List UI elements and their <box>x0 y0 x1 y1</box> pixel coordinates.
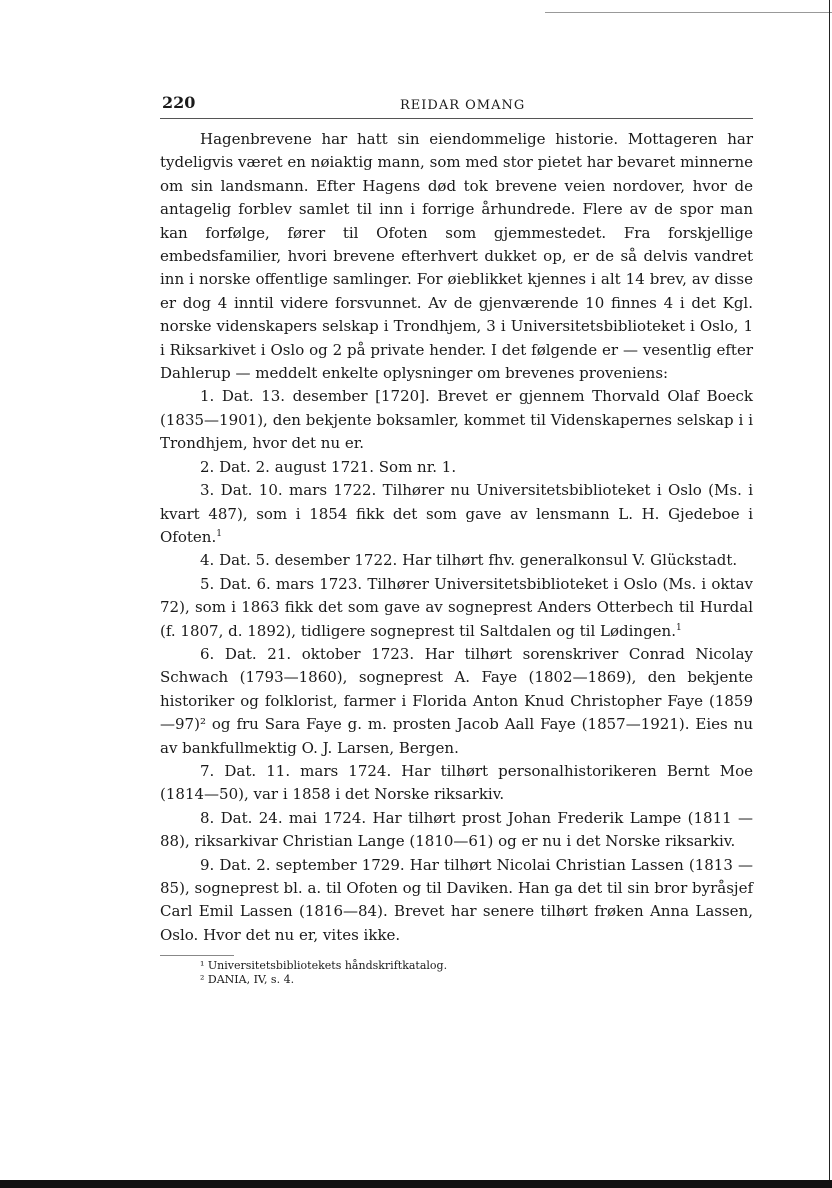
scan-right-edge <box>829 0 830 1188</box>
footnote-rule <box>160 955 234 956</box>
book-page <box>160 90 753 987</box>
footnote-2: ² DANIA, IV, s. 4. <box>200 973 295 987</box>
entry-8: 8. Dat. 24. mai 1724. Har tilhørt prost Johan Frederik Lampe (1811 —88), riksarkivar Christian Lange (1810—61) og er nu i det Norske riksarkiv. <box>160 808 753 851</box>
body-text <box>160 128 753 947</box>
intro-paragraph: Hagenbrevene har hatt sin eiendommelige historie. Mottageren har tydeligvis været en nøiaktig mann, som med stor pietet har bevaret minnerne om sin landsmann. Efter Hagens død tok brevene veien nordover, hvor de antagelig forblev samlet til inn i forrige århundrede. Flere av de spor man kan forfølge, fører til Ofoten som gjemmestedet. Fra forskjellige embedsfamilier, hvori brevene efterhvert dukket op, er de så delvis vandret inn i norske offentlige samlinger. For øieblikket kjennes i alt 14 brev, av disse er dog 4 inntil videre forsvunnet. Av de gjenværende 10 finnes 4 i det Kgl. norske videnskapers selskap i Trondhjem, 3 i Universitetsbiblioteket i Oslo, 1 i Riksarkivet i Oslo og 2 på private hender. I det følgende er — vesentlig efter Dahlerup — meddelt enkelte oplysninger om brevenes proveniens: <box>160 130 753 383</box>
entry-6: 6. Dat. 21. oktober 1723. Har tilhørt sorenskriver Conrad Nicolay Schwach (1793—1860), sogneprest A. Faye (1802—1869), den bekjente historiker og folklorist, farmer i Florida Anton Knud Christopher Faye (1859 —97)² og fru Sara Faye g. m. prosten Jacob Aall Faye (1857—1921). Eies nu av bankfullmektig O. J. Larsen, Bergen. <box>160 644 753 757</box>
entry-5: 5. Dat. 6. mars 1723. Tilhører Universitetsbiblioteket i Oslo (Ms. i oktav 72), som i 1863 fikk det som gave av sogneprest Anders Otterbech til Hurdal (f. 1807, d. 1892), tidligere sogneprest til Saltdalen og til Lødingen.$^1$ <box>160 574 753 640</box>
entry-1: 1. Dat. 13. desember [1720]. Brevet er gjennem Thorvald Olaf Boeck (1835—1901), den bekjente boksamler, kommet til Videnskapernes selskap i i Trondhjem, hvor det nu er. <box>160 387 753 453</box>
scan-bottom-edge <box>0 1180 832 1188</box>
page-number: 220 <box>162 93 196 112</box>
entry-9: 9. Dat. 2. september 1729. Har tilhørt Nicolai Christian Lassen (1813 —85), sogneprest bl. a. til Ofoten og til Daviken. Han ga det til sin bror byråsjef Carl Emil Lassen (1816—84). Brevet har senere tilhørt frøken Anna Lassen, Oslo. Hvor det nu er, vites ikke. <box>160 855 753 944</box>
entry-4: 4. Dat. 5. desember 1722. Har tilhørt fhv. generalkonsul V. Glückstadt. <box>200 551 738 570</box>
entry-7: 7. Dat. 11. mars 1724. Har tilhørt personalhistorikeren Bernt Moe (1814—50), var i 1858 i det Norske riksarkiv. <box>160 761 753 804</box>
footnote-ref: 1 <box>675 622 682 633</box>
scan-top-line <box>545 12 832 13</box>
running-head: REIDAR OMANG <box>400 98 526 113</box>
entry-3: 3. Dat. 10. mars 1722. Tilhører nu Universitetsbiblioteket i Oslo (Ms. i kvart 487), som i 1854 fikk det som gave av lensmann L. H. Gjedeboe i Ofoten.$^1$ <box>160 481 753 546</box>
footnote-ref: 1 <box>216 528 222 539</box>
page-header <box>160 90 753 119</box>
footnotes <box>160 955 753 987</box>
entry-2: 2. Dat. 2. august 1721. Som nr. 1. <box>200 457 457 476</box>
footnote-1: ¹ Universitetsbibliotekets håndskriftkatalog. <box>200 959 448 973</box>
